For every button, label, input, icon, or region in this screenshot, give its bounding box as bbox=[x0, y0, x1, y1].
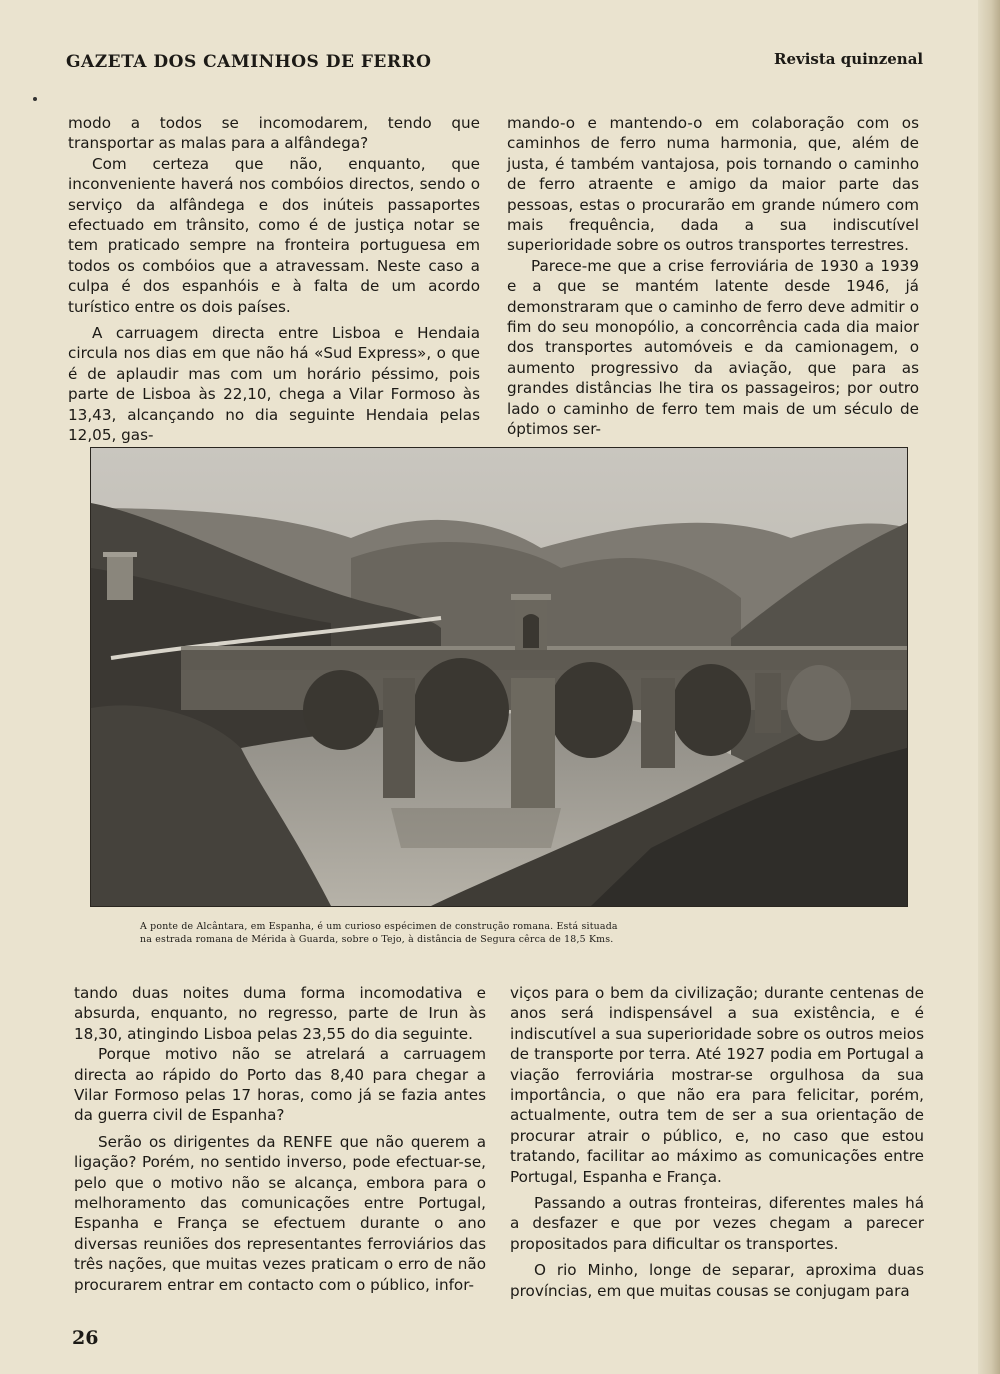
page-number: 26 bbox=[72, 1327, 99, 1349]
photo-caption bbox=[140, 920, 860, 946]
paragraph: Porque motivo não se atrelará a carruagem directa ao rápido do Porto das 8,40 para chegar a Vilar Formoso pelas 17 horas, como já se fazia antes da guerra civil de Espanha? bbox=[74, 1045, 486, 1125]
publication-subtitle: Revista quinzenal bbox=[774, 50, 924, 68]
publication-title: GAZETA DOS CAMINHOS DE FERRO bbox=[66, 52, 432, 72]
paragraph: modo a todos se incomodarem, tendo que transportar as malas para a alfândega? bbox=[68, 114, 480, 153]
page-edge bbox=[978, 0, 1000, 1374]
ink-dot bbox=[33, 97, 37, 101]
paragraph: Com certeza que não, enquanto, que inconveniente haverá nos combóios directos, sendo o serviço da alfândega e dos inúteis passaportes efectuado em trânsito, como é de justiça notar se tem praticado sempre na fronteira portuguesa em todos os combóios que a atravessam. Neste caso a culpa é dos espanhóis e à falta de um acordo turístico entre os dois países. bbox=[68, 154, 480, 316]
bridge-photo bbox=[90, 447, 908, 907]
paragraph: Passando a outras fronteiras, diferentes males há a desfazer e que por vezes chegam a parecer propositados para dificultar os transportes. bbox=[510, 1194, 924, 1253]
paragraph: viços para o bem da civilização; durante centenas de anos será indispensável a sua existência, e é indiscutível a sua superioridade sobre os outros meios de transporte por terra. Até 1927 podia em Portugal a viação ferroviária mostrar-se orgulhosa da sua importância, o que não era para felicitar, porém, actualmente, outra tem de ser a sua orientação de procurar atrair o público, e, no caso que estou tratando, facilitar ao máximo as comunicações entre Portugal, Espanha e França. bbox=[510, 984, 924, 1186]
paragraph: mando-o e mantendo-o em colaboração com os caminhos de ferro numa harmonia, que, além de justa, é também vantajosa, pois tornando o caminho de ferro atraente e amigo da maior parte das pessoas, estas o procurarão em grande número com mais frequência, dada a sua indiscutível superioridade sobre os outros transportes terrestres. bbox=[507, 114, 919, 255]
column-bottom-right bbox=[510, 983, 924, 1301]
column-top-left bbox=[68, 113, 480, 446]
paragraph: tando duas noites duma forma incomodativa e absurda, enquanto, no regresso, parte de Irun às 18,30, atingindo Lisboa pelas 23,55 do dia seguinte. bbox=[74, 984, 486, 1043]
paragraph: A carruagem directa entre Lisboa e Hendaia circula nos dias em que não há «Sud Express», o que é de aplaudir mas com um horário péssimo, pois parte de Lisboa às 22,10, chega a Vilar Formoso às 13,43, alcançando no dia seguinte Hendaia pelas 12,05, gas- bbox=[68, 324, 480, 445]
column-bottom-left bbox=[74, 983, 486, 1295]
caption-line: A ponte de Alcântara, em Espanha, é um curioso espécimen de construção romana. Está situada bbox=[140, 921, 618, 932]
caption-line: na estrada romana de Mérida à Guarda, sobre o Tejo, à distância de Segura cêrca de 18,5 Kms. bbox=[140, 934, 614, 945]
paragraph: Serão os dirigentes da RENFE que não querem a ligação? Porém, no sentido inverso, pode efectuar-se, pelo que o motivo não se alcança, embora para o melhoramento das comunicações entre Portugal, Espanha e França se efectuem durante o ano diversas reuniões dos representantes ferroviários das três nações, que muitas vezes praticam o erro de não procurarem entrar em contacto com o público, infor- bbox=[74, 1132, 486, 1294]
column-top-right bbox=[507, 113, 919, 440]
paragraph: Parece-me que a crise ferroviária de 1930 a 1939 e a que se mantém latente desde 1946, já demonstraram que o caminho de ferro deve admitir o fim do seu monopólio, a concorrência cada dia maior dos transportes automóveis e da camionagem, o aumento progressivo da aviação, que para as grandes distâncias lhe tira os passageiros; por outro lado o caminho de ferro tem mais de um século de óptimos ser- bbox=[507, 256, 919, 439]
paragraph: O rio Minho, longe de separar, aproxima duas províncias, em que muitas cousas se conjugam para bbox=[510, 1261, 924, 1300]
